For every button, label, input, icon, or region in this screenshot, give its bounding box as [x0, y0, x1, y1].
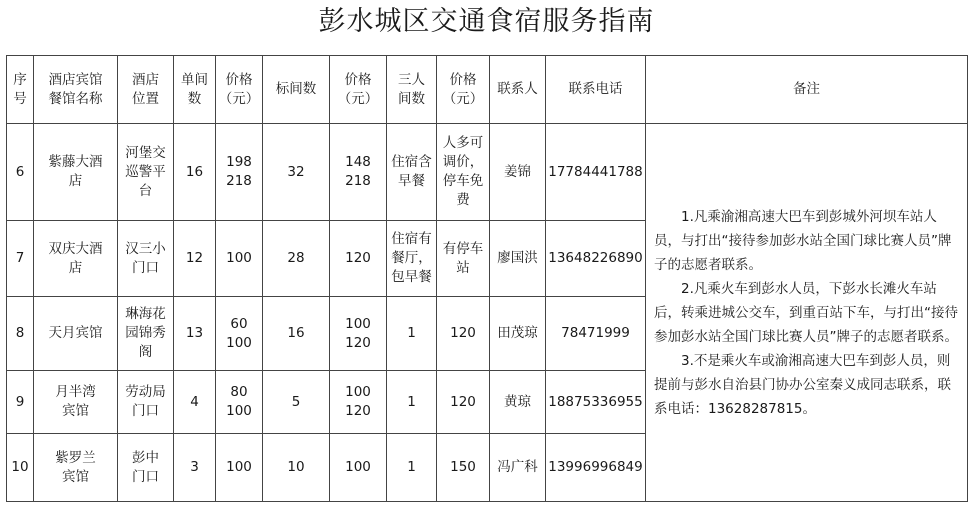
cell-name: 紫藤大酒 店 [34, 124, 118, 221]
cell-contact: 田茂琼 [490, 297, 546, 371]
cell-phone: 13648226890 [546, 221, 646, 297]
cell-single-price: 80 100 [216, 371, 263, 434]
header-triple-rooms: 三人 间数 [387, 56, 437, 124]
cell-single-rooms: 13 [174, 297, 216, 371]
cell-standard-price: 100 [330, 434, 387, 502]
notes-cell [646, 124, 968, 502]
table-row [7, 124, 968, 221]
cell-single-price: 100 [216, 434, 263, 502]
cell-standard-rooms: 16 [263, 297, 330, 371]
cell-triple-price: 120 [437, 371, 490, 434]
cell-contact: 姜锦 [490, 124, 546, 221]
cell-standard-rooms: 32 [263, 124, 330, 221]
cell-name: 双庆大酒 店 [34, 221, 118, 297]
cell-name: 紫罗兰 宾馆 [34, 434, 118, 502]
cell-single-price: 100 [216, 221, 263, 297]
header-single-price: 价格 （元） [216, 56, 263, 124]
cell-phone: 78471999 [546, 297, 646, 371]
cell-name: 天月宾馆 [34, 297, 118, 371]
cell-phone: 18875336955 [546, 371, 646, 434]
cell-location: 琳海花 园锦秀 阁 [118, 297, 174, 371]
header-contact: 联系人 [490, 56, 546, 124]
cell-contact: 冯广科 [490, 434, 546, 502]
cell-seq: 10 [7, 434, 34, 502]
cell-location: 彭中 门口 [118, 434, 174, 502]
cell-name: 月半湾 宾馆 [34, 371, 118, 434]
cell-triple-price: 120 [437, 297, 490, 371]
cell-standard-rooms: 28 [263, 221, 330, 297]
note-item-2: 2.凡乘火车到彭水人员，下彭水长滩火车站后，转乘进城公交车，到重百站下车，与打出“接待参加彭水站全国门球比赛人员”牌子的志愿者联系。 [654, 280, 958, 345]
cell-standard-price: 100 120 [330, 371, 387, 434]
cell-seq: 6 [7, 124, 34, 221]
cell-triple-price: 150 [437, 434, 490, 502]
note-item-3: 3.不是乘火车或渝湘高速大巴车到彭人员，则提前与彭水自治县门协办公室秦义成同志联系，联系电话：13628287815。 [654, 352, 951, 417]
header-standard-price: 价格 （元） [330, 56, 387, 124]
page-title: 彭水城区交通食宿服务指南 [318, 6, 655, 37]
cell-single-price: 198 218 [216, 124, 263, 221]
cell-triple-rooms: 住宿有 餐厅， 包早餐 [387, 221, 437, 297]
cell-single-rooms: 3 [174, 434, 216, 502]
header-standard-rooms: 标间数 [263, 56, 330, 124]
cell-phone: 17784441788 [546, 124, 646, 221]
cell-standard-price: 120 [330, 221, 387, 297]
header-row [7, 56, 968, 124]
note-item-1: 1.凡乘渝湘高速大巴车到彭城外河坝车站人员，与打出“接待参加彭水站全国门球比赛人员”牌子的志愿者联系。 [654, 208, 952, 273]
cell-location: 河堡交 巡警平 台 [118, 124, 174, 221]
cell-single-rooms: 16 [174, 124, 216, 221]
hotel-table [6, 55, 968, 502]
cell-location: 劳动局 门口 [118, 371, 174, 434]
cell-location: 汉三小 门口 [118, 221, 174, 297]
cell-phone: 13996996849 [546, 434, 646, 502]
cell-standard-rooms: 10 [263, 434, 330, 502]
header-notes: 备注 [646, 56, 968, 124]
header-phone: 联系电话 [546, 56, 646, 124]
cell-seq: 7 [7, 221, 34, 297]
cell-standard-price: 100 120 [330, 297, 387, 371]
cell-contact: 黄琼 [490, 371, 546, 434]
cell-triple-rooms: 1 [387, 434, 437, 502]
cell-single-rooms: 12 [174, 221, 216, 297]
cell-triple-rooms: 1 [387, 297, 437, 371]
cell-triple-rooms: 1 [387, 371, 437, 434]
cell-standard-rooms: 5 [263, 371, 330, 434]
cell-seq: 8 [7, 297, 34, 371]
cell-contact: 廖国洪 [490, 221, 546, 297]
header-single-rooms: 单间 数 [174, 56, 216, 124]
cell-single-price: 60 100 [216, 297, 263, 371]
header-location: 酒店 位置 [118, 56, 174, 124]
header-triple-price: 价格 （元） [437, 56, 490, 124]
header-name: 酒店宾馆 餐馆名称 [34, 56, 118, 124]
cell-triple-price: 人多可 调价， 停车免 费 [437, 124, 490, 221]
cell-triple-price: 有停车 站 [437, 221, 490, 297]
cell-seq: 9 [7, 371, 34, 434]
cell-triple-rooms: 住宿含 早餐 [387, 124, 437, 221]
header-seq: 序 号 [7, 56, 34, 124]
cell-standard-price: 148 218 [330, 124, 387, 221]
cell-single-rooms: 4 [174, 371, 216, 434]
